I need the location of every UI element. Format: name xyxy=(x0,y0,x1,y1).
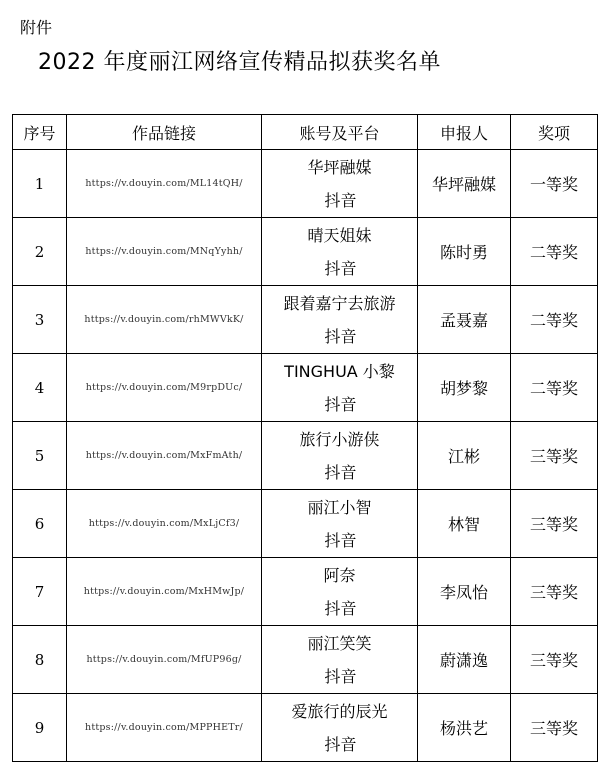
row-link[interactable]: https://v.douyin.com/MfUP96g/ xyxy=(67,626,262,694)
row-prize: 三等奖 xyxy=(511,422,598,490)
account-name: 跟着嘉宁去旅游 xyxy=(283,293,396,313)
table-row xyxy=(13,286,598,354)
document-title: 2022 年度丽江网络宣传精品拟获奖名单 xyxy=(38,50,441,75)
row-account-cell xyxy=(262,626,418,694)
row-seq: 1 xyxy=(13,150,67,218)
row-link[interactable]: https://v.douyin.com/MxLjCf3/ xyxy=(67,490,262,558)
row-link[interactable]: https://v.douyin.com/ML14tQH/ xyxy=(67,150,262,218)
row-link[interactable]: https://v.douyin.com/M9rpDUc/ xyxy=(67,354,262,422)
row-prize: 二等奖 xyxy=(511,218,598,286)
row-reporter: 华坪融媒 xyxy=(418,150,511,218)
header-link: 作品链接 xyxy=(67,115,262,150)
account-platform: 抖音 xyxy=(324,530,357,550)
row-prize: 一等奖 xyxy=(511,150,598,218)
account-name: 丽江笑笑 xyxy=(307,633,372,653)
row-seq: 4 xyxy=(13,354,67,422)
account-name: 华坪融媒 xyxy=(307,157,372,177)
table-row xyxy=(13,218,598,286)
account-platform: 抖音 xyxy=(324,666,357,686)
row-prize: 三等奖 xyxy=(511,694,598,762)
table-header-row xyxy=(13,115,598,150)
award-table xyxy=(12,114,598,762)
row-reporter: 蔚潇逸 xyxy=(418,626,511,694)
row-reporter: 李凤怡 xyxy=(418,558,511,626)
account-name: 阿奈 xyxy=(323,565,356,585)
account-platform: 抖音 xyxy=(324,190,357,210)
row-link[interactable]: https://v.douyin.com/MxHMwJp/ xyxy=(67,558,262,626)
row-prize: 三等奖 xyxy=(511,558,598,626)
row-account-cell xyxy=(262,286,418,354)
row-reporter: 孟聂嘉 xyxy=(418,286,511,354)
account-platform: 抖音 xyxy=(324,734,357,754)
row-account-cell xyxy=(262,218,418,286)
account-platform: 抖音 xyxy=(324,326,357,346)
header-prize: 奖项 xyxy=(511,115,598,150)
table-row xyxy=(13,422,598,490)
row-reporter: 杨洪艺 xyxy=(418,694,511,762)
row-account-cell xyxy=(262,558,418,626)
row-reporter: 江彬 xyxy=(418,422,511,490)
row-seq: 3 xyxy=(13,286,67,354)
table-row xyxy=(13,150,598,218)
row-link[interactable]: https://v.douyin.com/rhMWVkK/ xyxy=(67,286,262,354)
account-name: 晴天姐妹 xyxy=(307,225,372,245)
header-reporter: 申报人 xyxy=(418,115,511,150)
account-platform: 抖音 xyxy=(324,258,357,278)
table-row xyxy=(13,694,598,762)
account-name: 丽江小智 xyxy=(307,497,372,517)
row-seq: 5 xyxy=(13,422,67,490)
row-reporter: 胡梦黎 xyxy=(418,354,511,422)
row-prize: 三等奖 xyxy=(511,626,598,694)
row-account-cell xyxy=(262,422,418,490)
row-seq: 9 xyxy=(13,694,67,762)
row-account-cell xyxy=(262,150,418,218)
row-account-cell xyxy=(262,490,418,558)
row-reporter: 陈时勇 xyxy=(418,218,511,286)
header-seq: 序号 xyxy=(13,115,67,150)
row-prize: 二等奖 xyxy=(511,354,598,422)
account-name: 旅行小游侠 xyxy=(299,429,380,449)
table-row xyxy=(13,626,598,694)
account-platform: 抖音 xyxy=(324,394,357,414)
table-row xyxy=(13,490,598,558)
row-reporter: 林智 xyxy=(418,490,511,558)
row-seq: 2 xyxy=(13,218,67,286)
row-seq: 7 xyxy=(13,558,67,626)
account-platform: 抖音 xyxy=(324,598,357,618)
row-link[interactable]: https://v.douyin.com/MNqYyhh/ xyxy=(67,218,262,286)
account-name: 爱旅行的辰光 xyxy=(291,701,388,721)
row-account-cell xyxy=(262,354,418,422)
row-seq: 6 xyxy=(13,490,67,558)
row-prize: 三等奖 xyxy=(511,490,598,558)
row-link[interactable]: https://v.douyin.com/MPPHETr/ xyxy=(67,694,262,762)
table-row xyxy=(13,558,598,626)
header-account: 账号及平台 xyxy=(262,115,418,150)
row-link[interactable]: https://v.douyin.com/MxFmAth/ xyxy=(67,422,262,490)
row-seq: 8 xyxy=(13,626,67,694)
row-account-cell xyxy=(262,694,418,762)
table-row xyxy=(13,354,598,422)
row-prize: 二等奖 xyxy=(511,286,598,354)
account-platform: 抖音 xyxy=(324,462,357,482)
attachment-label: 附件 xyxy=(20,18,53,37)
account-name: TINGHUA 小黎 xyxy=(284,361,395,381)
